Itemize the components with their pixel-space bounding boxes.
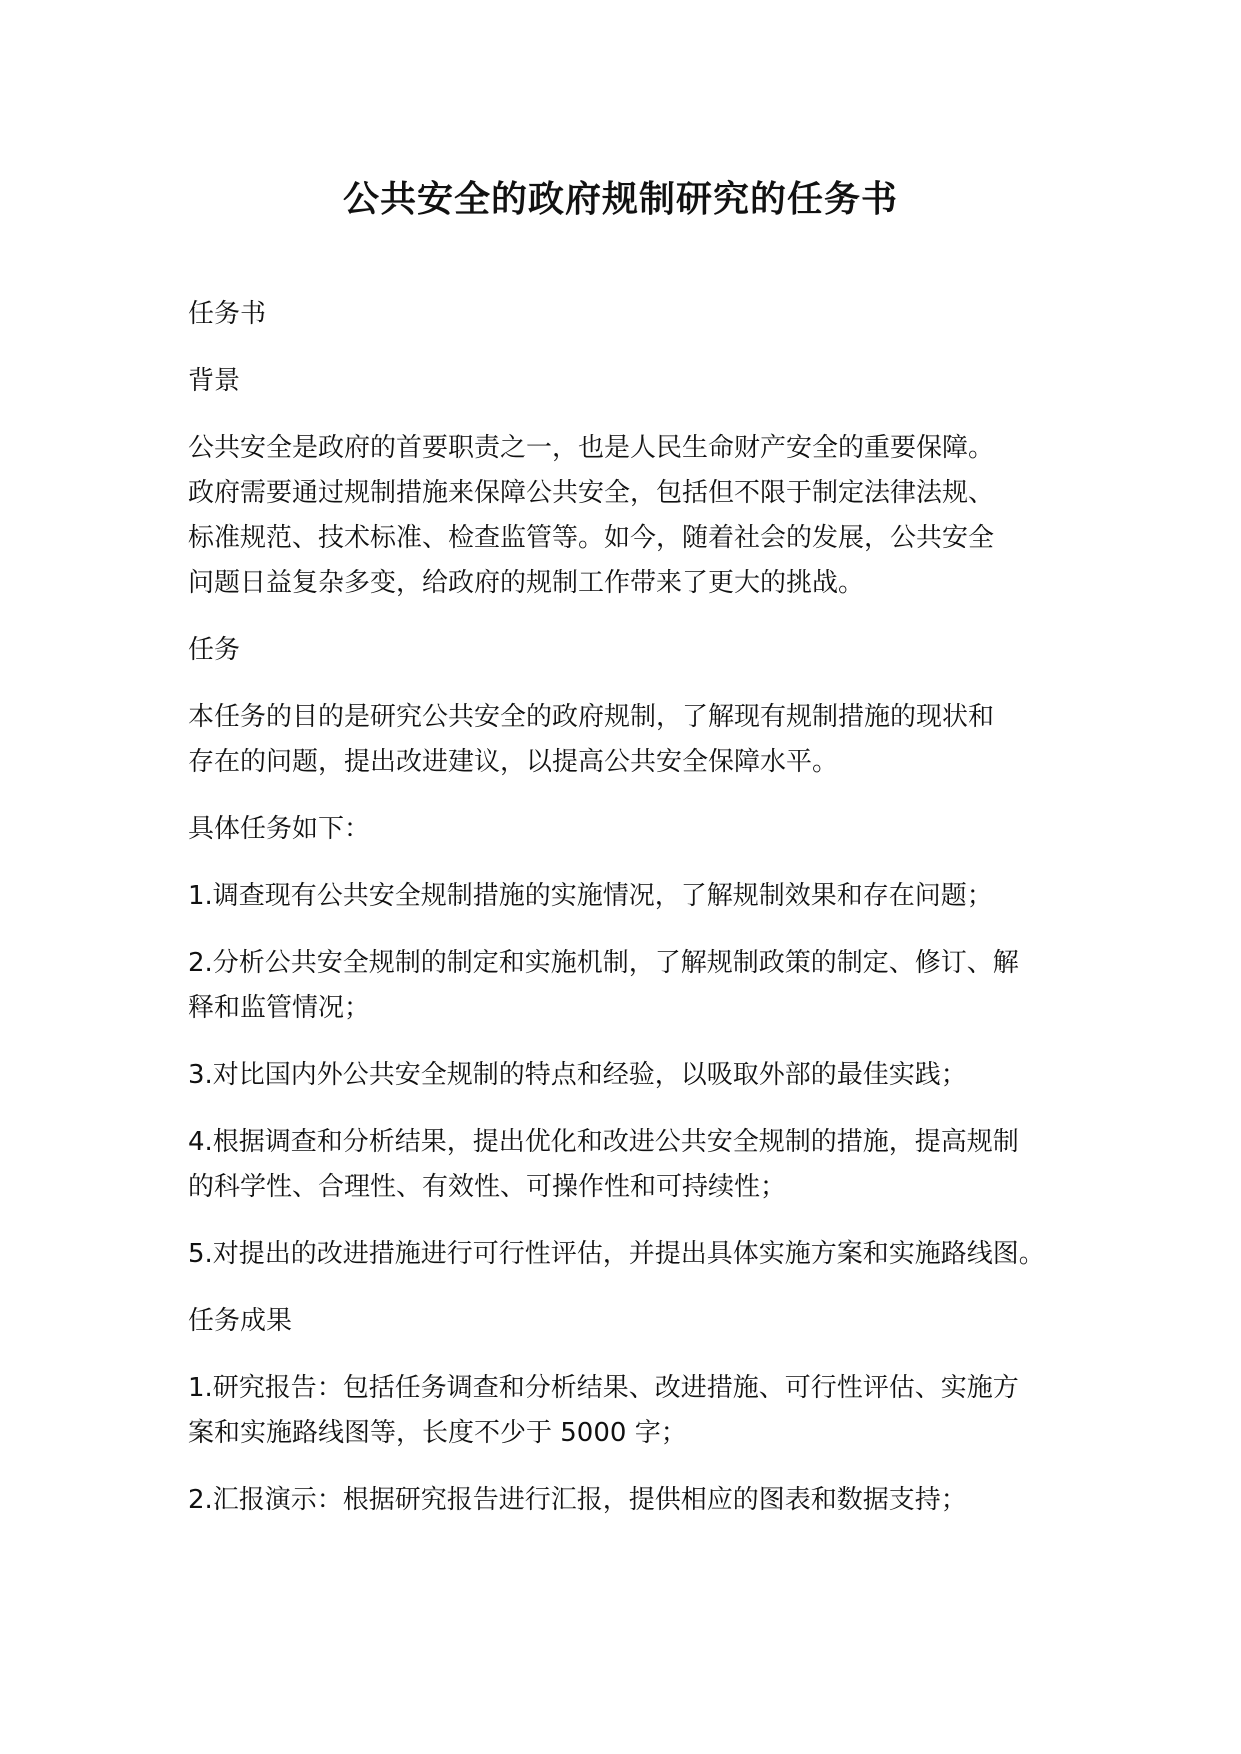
paragraph — [188, 1299, 1068, 1344]
paragraph — [188, 874, 1068, 919]
text-line: 2.汇报演示：根据研究报告进行汇报，提供相应的图表和数据支持； — [188, 1485, 967, 1515]
paragraph — [188, 1053, 1068, 1098]
document-body — [188, 292, 1068, 1545]
text-line: 公共安全是政府的首要职责之一，也是人民生命财产安全的重要保障。 — [188, 433, 995, 463]
text-line: 本任务的目的是研究公共安全的政府规制，了解现有规制措施的现状和 — [188, 702, 995, 732]
text-line: 政府需要通过规制措施来保障公共安全，包括但不限于制定法律法规、 — [188, 478, 995, 508]
text-line: 标准规范、技术标准、检查监管等。如今，随着社会的发展，公共安全 — [188, 523, 995, 553]
paragraph — [188, 1120, 1068, 1210]
text-line: 1.研究报告：包括任务调查和分析结果、改进措施、可行性评估、实施方 — [188, 1373, 1019, 1403]
text-line: 2.分析公共安全规制的制定和实施机制，了解规制政策的制定、修订、解 — [188, 948, 1019, 978]
paragraph — [188, 359, 1068, 404]
text-line: 问题日益复杂多变，给政府的规制工作带来了更大的挑战。 — [188, 568, 865, 598]
text-line: 任务书 — [188, 299, 267, 329]
text-line: 存在的问题，提出改进建议，以提高公共安全保障水平。 — [188, 747, 839, 777]
paragraph — [188, 941, 1068, 1031]
text-line: 背景 — [188, 366, 241, 396]
paragraph — [188, 426, 1068, 606]
text-line: 释和监管情况； — [188, 993, 371, 1023]
text-line: 任务成果 — [188, 1306, 293, 1336]
document-title: 公共安全的政府规制研究的任务书 — [342, 179, 898, 220]
text-line: 的科学性、合理性、有效性、可操作性和可持续性； — [188, 1172, 787, 1202]
paragraph — [188, 292, 1068, 337]
paragraph — [188, 695, 1068, 785]
paragraph — [188, 807, 1068, 852]
text-line: 4.根据调查和分析结果，提出优化和改进公共安全规制的措施，提高规制 — [188, 1127, 1019, 1157]
text-line: 任务 — [188, 635, 241, 665]
text-line: 具体任务如下： — [188, 814, 371, 844]
text-line: 案和实施路线图等，长度不少于 5000 字； — [188, 1418, 687, 1448]
text-line: 5.对提出的改进措施进行可行性评估，并提出具体实施方案和实施路线图。 — [188, 1239, 1045, 1269]
paragraph — [188, 1232, 1068, 1277]
paragraph — [188, 1366, 1068, 1456]
text-line: 3.对比国内外公共安全规制的特点和经验，以吸取外部的最佳实践； — [188, 1060, 967, 1090]
paragraph — [188, 1478, 1068, 1523]
text-line: 1.调查现有公共安全规制措施的实施情况，了解规制效果和存在问题； — [188, 881, 993, 911]
paragraph — [188, 628, 1068, 673]
